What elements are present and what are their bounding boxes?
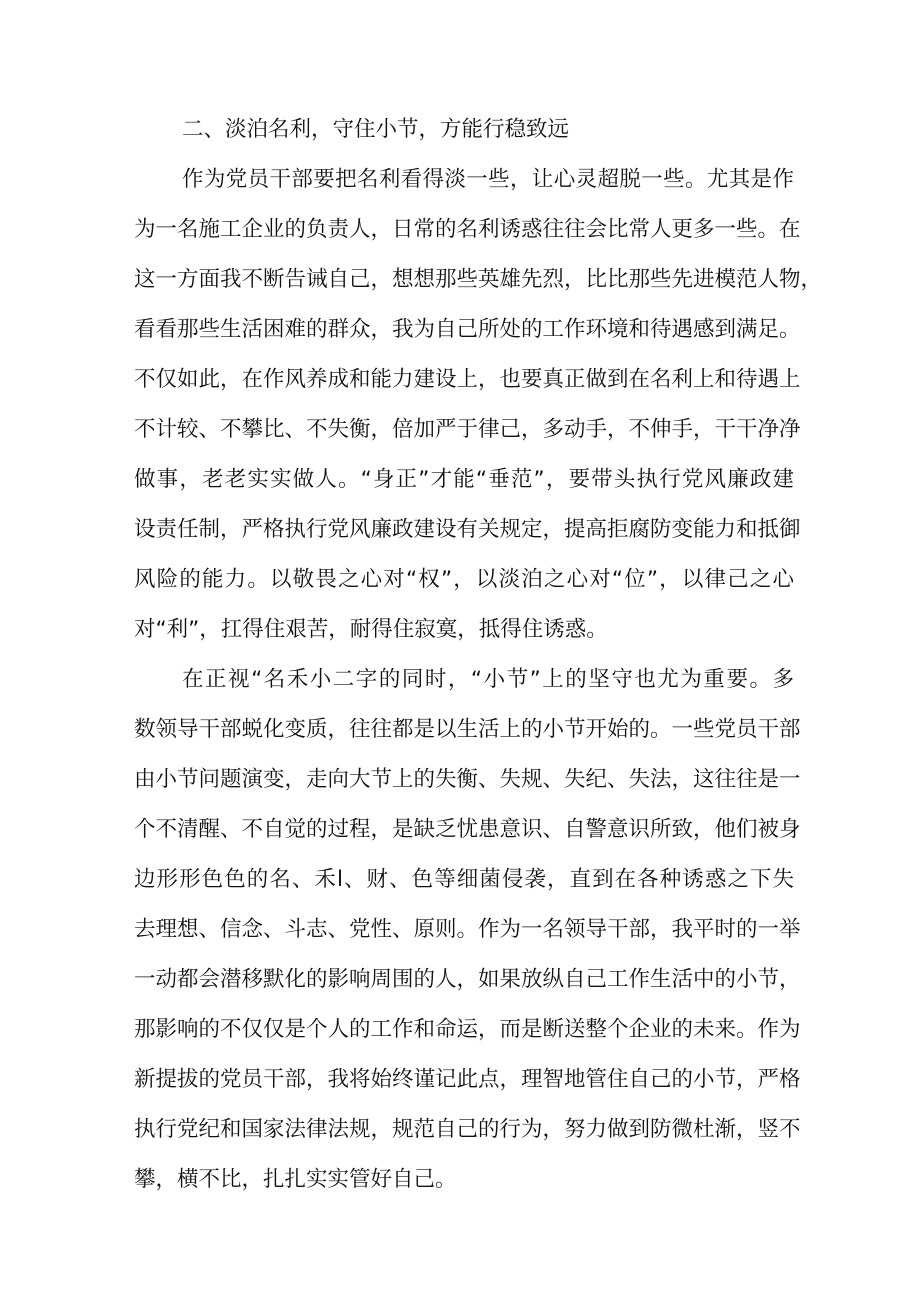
- paragraph-1-line-1: 作为党员干部要把名利看得淡一些，让心灵超脱一些。尤其是作: [182, 167, 794, 192]
- paragraph-2-line-5: 边形形色色的名、禾l、财、色等细菌侵袭，直到在各种诱惑之下失: [134, 867, 794, 892]
- paragraph-1-line-8: 设责任制，严格执行党风廉政建设有关规定，提高拒腐防变能力和抵御: [134, 517, 801, 542]
- paragraph-2-line-10: 执行党纪和国家法律法规，规范自己的行为，努力做到防微杜渐，竖不: [134, 1117, 801, 1142]
- paragraph-2-line-2: 数领导干部蜕化变质，往往都是以生活上的小节开始的。一些党员干部: [134, 717, 801, 742]
- paragraph-1-line-7: 做事，老老实实做人。“身正”才能“垂范”，要带头执行党风廉政建: [134, 467, 794, 492]
- paragraph-1-line-3: 这一方面我不断告诫自己，想想那些英雄先烈，比比那些先进模范人物，: [134, 267, 823, 292]
- paragraph-2-line-9: 新提拔的党员干部，我将始终谨记此点，理智地管住自己的小节，严格: [134, 1067, 801, 1092]
- paragraph-1-line-4: 看看那些生活困难的群众，我为自己所处的工作环境和待遇感到满足。: [134, 317, 801, 342]
- paragraph-1-line-6: 不计较、不攀比、不失衡，倍加严于律己，多动手，不伸手，干干净净: [134, 417, 801, 442]
- paragraph-2-line-8: 那影响的不仅仅是个人的工作和命运，而是断送整个企业的未来。作为: [134, 1017, 801, 1042]
- paragraph-2-line-4: 个不清醒、不自觉的过程，是缺乏忧患意识、自警意识所致，他们被身: [134, 817, 801, 842]
- paragraph-2-line-7: 一动都会潜移默化的影响周围的人，如果放纵自己工作生活中的小节，: [134, 967, 801, 992]
- paragraph-2-line-1: 在正视“名禾小二字的同时，“小节”上的坚守也尤为重要。多: [182, 667, 794, 692]
- paragraph-2-line-6: 去理想、信念、斗志、党性、原则。作为一名领导干部，我平时的一举: [134, 917, 801, 942]
- paragraph-1-line-5: 不仅如此，在作风养成和能力建设上，也要真正做到在名利上和待遇上: [134, 367, 801, 392]
- paragraph-1-line-9: 风险的能力。以敬畏之心对“权”，以淡泊之心对“位”，以律己之心: [134, 567, 794, 592]
- paragraph-1-line-10: 对“利”，扛得住艰苦，耐得住寂寞，抵得住诱惑。: [134, 617, 608, 642]
- paragraph-2-line-3: 由小节问题演变，走向大节上的失衡、失规、失纪、失法，这往往是一: [134, 767, 801, 792]
- paragraph-2-line-11: 攀，横不比，扎扎实实管好自己。: [134, 1167, 457, 1192]
- paragraph-1-line-2: 为一名施工企业的负责人，日常的名利诱惑往往会比常人更多一些。在: [134, 217, 801, 242]
- section-heading: 二、淡泊名利，守住小节，方能行稳致远: [182, 117, 570, 142]
